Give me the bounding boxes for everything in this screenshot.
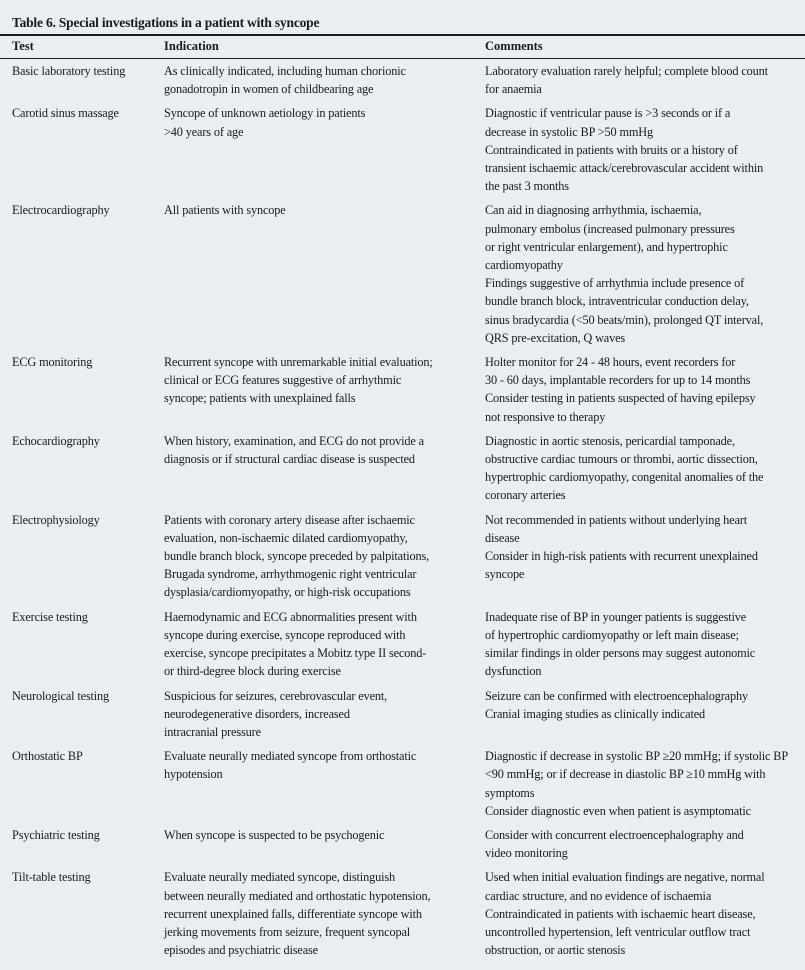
cell-comments: Seizure can be confirmed with electroencephalography Cranial imaging studies as clinically indicated	[485, 688, 748, 721]
cell-comments: Holter monitor for 24 - 48 hours, event recorders for 30 - 60 days, implantable recorders for up to 14 months Consider testing in patients suspected of having epilepsy not responsive to therapy	[485, 355, 756, 424]
header-comments: Comments	[485, 39, 543, 53]
table-row	[0, 59, 805, 101]
cell-test: Carotid sinus massage	[12, 106, 119, 121]
cell-test: Electrocardiography	[12, 203, 110, 218]
cell-indication: When history, examination, and ECG do not provide a diagnosis or if structural cardiac disease is suspected	[164, 433, 424, 467]
cell-test: Exercise testing	[12, 609, 88, 624]
table-title: Table 6. Special investigations in a patient with syncope	[12, 15, 320, 30]
table-row	[0, 101, 805, 198]
cell-comments: Not recommended in patients without underlying heart disease Consider in high-risk patients with recurrent unexplained syncope	[485, 512, 758, 582]
cell-comments: Inadequate rise of BP in younger patients is suggestive of hypertrophic cardiomyopathy or left main disease; similar findings in older persons may suggest autonomic dysfunction	[485, 609, 756, 679]
table-body	[0, 59, 805, 962]
table-row	[0, 508, 805, 605]
cell-indication: Evaluate neurally mediated syncope from orthostatic hypotension	[164, 749, 417, 782]
table-row	[0, 865, 805, 962]
cell-test: Electrophysiology	[12, 512, 100, 527]
table-row	[0, 429, 805, 508]
cell-test: ECG monitoring	[12, 355, 93, 370]
cell-indication: All patients with syncope	[164, 203, 286, 218]
header-indication: Indication	[164, 39, 219, 53]
cell-indication: Haemodynamic and ECG abnormalities present with syncope during exercise, syncope reproduced with exercise, syncope precipitates a Mobitz type II second- or third-degree block during exercise	[164, 609, 427, 679]
cell-comments: Diagnostic if ventricular pause is >3 seconds or if a decrease in systolic BP >50 mmHg Contraindicated in patients with bruits or a history of transient ischaemic attack/cerebrovascular accident within the past 3 months	[485, 106, 764, 194]
cell-test: Echocardiography	[12, 433, 100, 448]
cell-comments: Laboratory evaluation rarely helpful; complete blood count for anaemia	[485, 64, 768, 97]
table-row	[0, 198, 805, 350]
cell-indication: Suspicious for seizures, cerebrovascular event, neurodegenerative disorders, increased intracranial pressure	[164, 688, 388, 739]
cell-indication: When syncope is suspected to be psychogenic	[164, 827, 385, 842]
table-row	[0, 684, 805, 745]
cell-indication: Evaluate neurally mediated syncope, distinguish between neurally mediated and orthostatic hypotension, recurrent unexplained falls, differentiate syncope with jerking movements from seizure, frequent syncopal episodes and psychiatric disease	[164, 870, 431, 958]
cell-comments: Consider with concurrent electroencephalography and video monitoring	[485, 827, 744, 861]
header-test: Test	[12, 39, 34, 53]
cell-comments: Can aid in diagnosing arrhythmia, ischaemia, pulmonary embolus (increased pulmonary pressures or right ventricular enlargement), and hypertrophic cardiomyopathy Findings suggestive of arrhythmia include presence of bundle branch block, intraventricular conduction delay, sinus bradycardia (<50 beats/min), prolonged QT interval, QRS pre-excitation, Q waves	[485, 203, 764, 345]
divider	[0, 34, 805, 36]
cell-indication: Recurrent syncope with unremarkable initial evaluation; clinical or ECG features suggestive of arrhythmic syncope; patients with unexplained falls	[164, 355, 433, 406]
cell-indication: As clinically indicated, including human chorionic gonadotropin in women of childbearing age	[164, 64, 406, 97]
cell-test: Orthostatic BP	[12, 749, 83, 764]
cell-comments: Used when initial evaluation findings are negative, normal cardiac structure, and no evidence of ischaemia Contraindicated in patients with ischaemic heart disease, uncontrolled hypertension, left ventricular outflow tract obstruction, or aortic stenosis	[485, 870, 765, 958]
table-row	[0, 350, 805, 429]
cell-test: Tilt-table testing	[12, 870, 91, 885]
table-row	[0, 744, 805, 823]
cell-indication: Syncope of unknown aetiology in patients >40 years of age	[164, 106, 366, 139]
table-row	[0, 823, 805, 865]
cell-test: Basic laboratory testing	[12, 64, 126, 78]
cell-test: Neurological testing	[12, 688, 110, 703]
table-row	[0, 605, 805, 684]
cell-comments: Diagnostic if decrease in systolic BP ≥20 mmHg; if systolic BP <90 mmHg; or if decrease in diastolic BP ≥10 mmHg with symptoms Consider diagnostic even when patient is asymptomatic	[485, 749, 789, 818]
cell-indication: Patients with coronary artery disease after ischaemic evaluation, non-ischaemic dilated cardiomyopathy, bundle branch block, syncope preceded by palpitations, Brugada syndrome, arrhythmogenic right ventricular dysplasia/cardiomyopathy, or high-risk occupations	[164, 512, 430, 600]
cell-test: Psychiatric testing	[12, 827, 100, 842]
cell-comments: Diagnostic in aortic stenosis, pericardial tamponade, obstructive cardiac tumours or thrombi, aortic dissection, hypertrophic cardiomyopathy, congenital anomalies of the coronary arteries	[485, 433, 764, 503]
